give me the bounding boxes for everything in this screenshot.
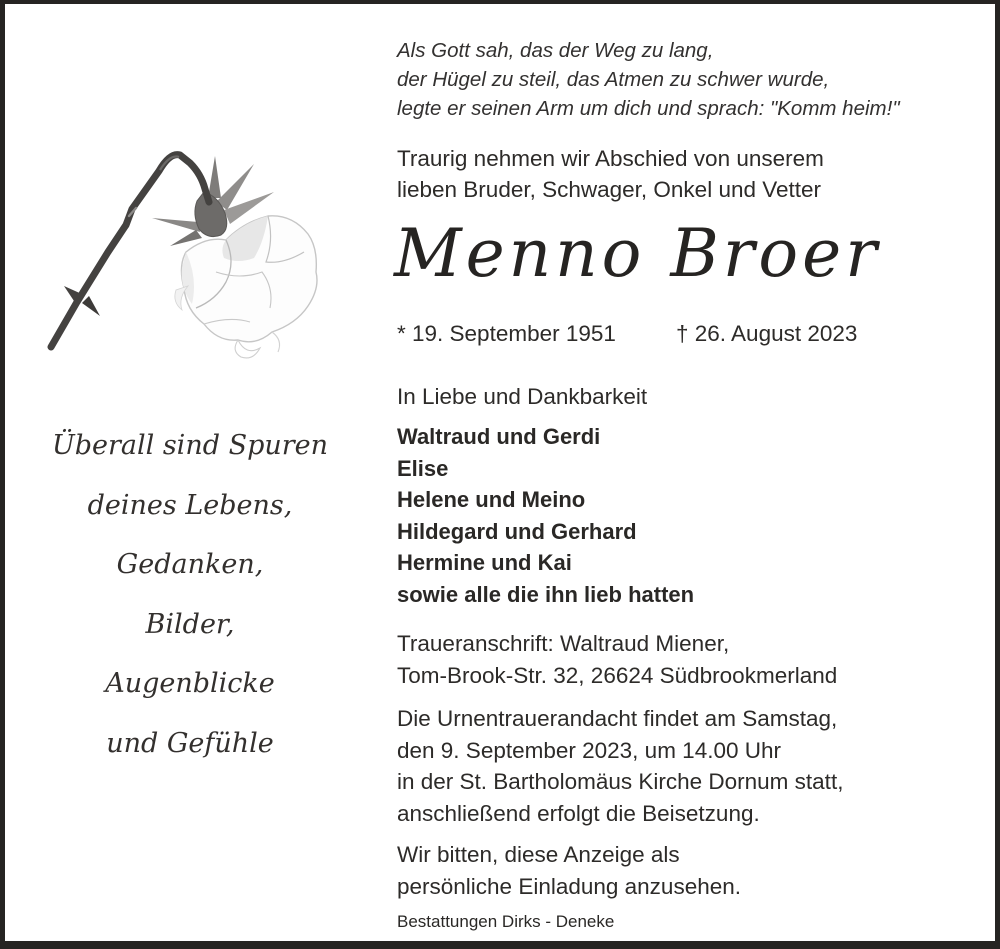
intro-text [397,143,824,205]
epigraph [397,36,900,123]
side-poem-line: Augenblicke [105,668,275,699]
mourner-name: Hildegard und Gerhard [397,518,637,544]
address-line: Traueranschrift: Waltraud Miener, [397,631,730,656]
epigraph-line: Als Gott sah, das der Weg zu lang, [397,39,714,62]
side-poem-line: Bilder, [145,608,235,640]
birth-date: * 19. September 1951 [397,321,616,346]
closing-line: persönliche Einladung anzusehen. [397,874,742,899]
closing-note [397,839,741,903]
frame-border-top [0,0,1000,4]
frame-border-left [0,0,5,949]
service-info [397,703,843,830]
side-poem-line: Gedanken, [116,549,264,580]
mourner-name: Elise [397,455,449,481]
mourner-name: Waltraud und Gerdi [397,424,601,449]
side-poem-line: und Gefühle [106,727,274,759]
funeral-home-name: Bestattungen Dirks - Deneke [397,912,615,931]
service-line: Die Urnentrauerandacht findet am Samstag, [397,706,838,731]
service-line: in der St. Bartholomäus Kirche Dornum statt, [397,769,844,795]
intro-line: lieben Bruder, Schwager, Onkel und Vetter [397,177,822,202]
white-rose-image [20,110,350,370]
dedication-text: In Liebe und Dankbarkeit [397,384,648,409]
mourners-list [397,421,694,611]
mourner-name: sowie alle die ihn lieb hatten [397,581,695,607]
intro-line: Traurig nehmen wir Abschied von unserem [397,146,824,171]
condolence-address [397,628,837,692]
death-date: † 26. August 2023 [676,321,858,346]
mourner-name: Hermine und Kai [397,550,572,576]
mourner-name: Helene und Meino [397,487,586,513]
side-poem-line: deines Lebens, [87,489,293,521]
side-poem-line: Überall sind Spuren [51,430,329,461]
deceased-name: Menno Broer [394,215,881,292]
frame-border-bottom [0,941,1000,949]
frame-border-right [995,0,1000,949]
rose-stem [51,155,209,347]
epigraph-line: der Hügel zu steil, das Atmen zu schwer wurde, [397,68,830,91]
service-line: den 9. September 2023, um 14.00 Uhr [397,737,781,763]
side-poem [35,429,345,786]
closing-line: Wir bitten, diese Anzeige als [397,842,680,867]
service-line: anschließend erfolgt die Beisetzung. [397,801,760,827]
address-line: Tom-Brook-Str. 32, 26624 Südbrookmerland [397,663,838,688]
epigraph-line: legte er seinen Arm um dich und sprach: "Komm heim!" [397,97,900,120]
